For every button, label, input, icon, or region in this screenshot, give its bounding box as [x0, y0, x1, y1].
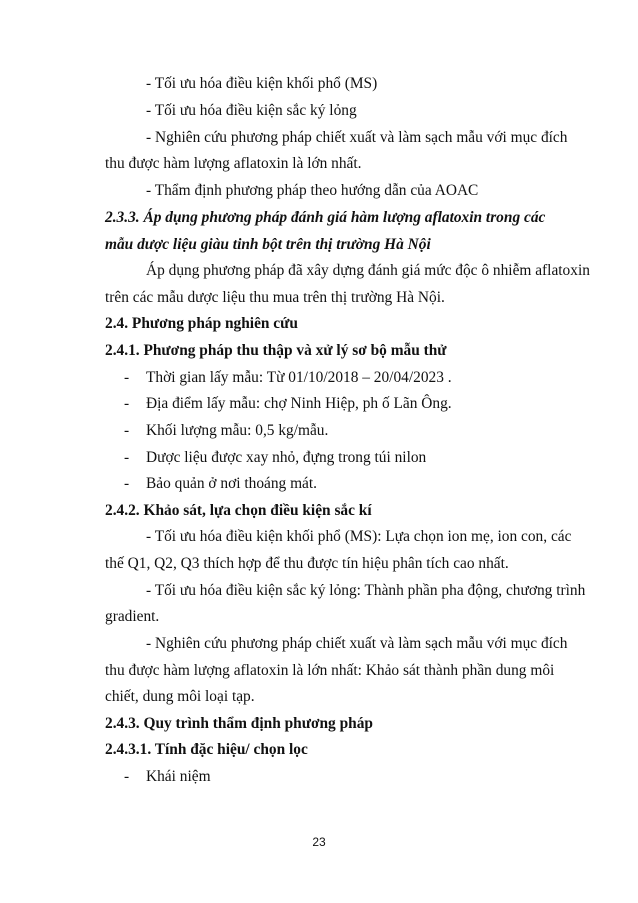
list-item: Khối lượng mẫu: 0,5 kg/mẫu. — [146, 422, 329, 439]
paragraph-line: - Tối ưu hóa điều kiện sắc ký lỏng: Thành phần pha động, chương trình — [146, 582, 586, 599]
list-item: Thời gian lấy mẫu: Từ 01/10/2018 – 20/04/2023 . — [146, 369, 452, 386]
section-heading-2-3-3: 2.3.3. Áp dụng phương pháp đánh giá hàm lượng aflatoxin trong các — [105, 209, 546, 226]
paragraph-line: thu được hàm lượng aflatoxin là lớn nhất: Khảo sát thành phần dung môi — [105, 662, 555, 679]
text-line: thu được hàm lượng aflatoxin là lớn nhất. — [105, 155, 362, 172]
list-item: Khái niệm — [146, 768, 211, 785]
text-line: - Tối ưu hóa điều kiện khối phổ (MS) — [146, 75, 378, 92]
bullet-dash: - — [124, 422, 130, 439]
bullet-dash: - — [124, 768, 130, 785]
bullet-dash: - — [124, 395, 130, 412]
list-item: Bảo quản ở nơi thoáng mát. — [146, 475, 318, 492]
section-heading-2-4-2: 2.4.2. Khảo sát, lựa chọn điều kiện sắc kí — [105, 502, 372, 519]
list-item: Địa điểm lấy mẫu: chợ Ninh Hiệp, ph ố Lãn Ông. — [146, 395, 452, 412]
bullet-dash: - — [124, 449, 130, 466]
paragraph-line: Áp dụng phương pháp đã xây dựng đánh giá mức độc ô nhiễm aflatoxin — [146, 262, 590, 279]
paragraph-line: - Nghiên cứu phương pháp chiết xuất và làm sạch mẫu với mục đích — [146, 635, 568, 652]
text-line: - Nghiên cứu phương pháp chiết xuất và làm sạch mẫu với mục đích — [146, 129, 568, 146]
bullet-dash: - — [124, 369, 130, 386]
bullet-dash: - — [124, 475, 130, 492]
text-line: - Tối ưu hóa điều kiện sắc ký lỏng — [146, 102, 357, 119]
text-line: - Thẩm định phương pháp theo hướng dẫn của AOAC — [146, 182, 479, 199]
section-heading-2-4-3-1: 2.4.3.1. Tính đặc hiệu/ chọn lọc — [105, 741, 308, 758]
section-heading-2-3-3-cont: mẫu dược liệu giàu tinh bột trên thị trường Hà Nội — [105, 236, 431, 253]
page-number: 23 — [312, 835, 326, 849]
section-heading-2-4-3: 2.4.3. Quy trình thẩm định phương pháp — [105, 715, 373, 732]
section-heading-2-4-1: 2.4.1. Phương pháp thu thập và xử lý sơ bộ mẫu thử — [105, 342, 447, 359]
section-heading-2-4: 2.4. Phương pháp nghiên cứu — [105, 315, 298, 332]
list-item: Dược liệu được xay nhỏ, đựng trong túi nilon — [146, 449, 427, 466]
paragraph-line: trên các mẫu dược liệu thu mua trên thị trường Hà Nội. — [105, 289, 445, 306]
paragraph-line: chiết, dung môi loại tạp. — [105, 688, 255, 705]
paragraph-line: gradient. — [105, 608, 160, 625]
paragraph-line: thế Q1, Q2, Q3 thích hợp để thu được tín hiệu phân tích cao nhất. — [105, 555, 509, 572]
paragraph-line: - Tối ưu hóa điều kiện khối phổ (MS): Lựa chọn ion mẹ, ion con, các — [146, 528, 572, 545]
